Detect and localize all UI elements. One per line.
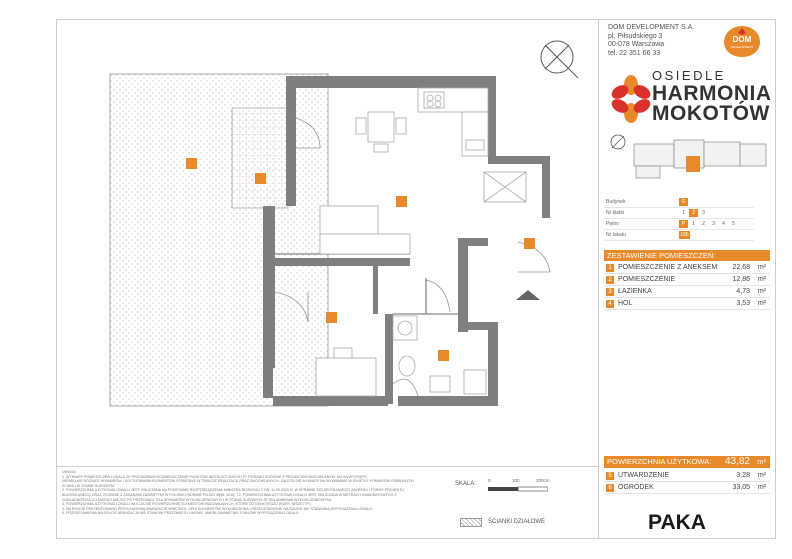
- brand-line-1: HARMONIA: [652, 82, 772, 105]
- company-name: DOM DEVELOPMENT S.A.: [608, 24, 695, 31]
- svg-text:DOM: DOM: [732, 35, 752, 44]
- brand-line-2: MOKOTÓW: [652, 102, 770, 125]
- tag-6: 6: [189, 138, 194, 145]
- company-info: [608, 24, 694, 58]
- usable-area-value: 43,82: [724, 456, 750, 467]
- dining-set: [356, 112, 406, 152]
- harmonia-rosette-logo: [610, 74, 652, 124]
- dom-development-logo: [722, 24, 762, 58]
- rooms-header: ZESTAWIENIE POMIESZCZEŃ:: [604, 250, 770, 261]
- tag-2: 2: [329, 292, 334, 299]
- extra-row-5: 5 UTWARDZENIE 3,28 m²: [604, 470, 770, 482]
- scale-bar: [488, 486, 548, 492]
- room-row-3: 3 ŁAZIENKA 4,73 m²: [604, 286, 770, 298]
- company-address-1: pl. Piłsudskiego 3: [608, 32, 663, 40]
- entrance-arrow-icon: [516, 290, 540, 300]
- brand-osiedle: OSIEDLE: [652, 68, 726, 83]
- room-row-4: 4 HOL 3,53 m²: [604, 298, 770, 310]
- building-key-plan: [606, 132, 772, 190]
- kitchen: [418, 88, 526, 202]
- tag-3: 3: [441, 330, 446, 337]
- furniture: [316, 206, 410, 396]
- compass-icon: [541, 41, 578, 78]
- paka-logo: [648, 510, 708, 532]
- row-klatka: Nr klatki 1 2 3: [604, 209, 754, 219]
- extra-row-6: 6 OGRÓDEK 33,05 m²: [604, 482, 770, 494]
- column-divider: [598, 19, 599, 539]
- legend-walls-label: ŚCIANKI DZIAŁOWE: [488, 519, 546, 525]
- row-lokal: Nr lokalu 186: [604, 231, 754, 241]
- tag-4: 4: [527, 218, 532, 225]
- scale-label: SKALA:: [455, 481, 477, 487]
- notes-divider: [57, 466, 598, 467]
- company-phone: tel. 22 351 66 33: [608, 49, 661, 57]
- tag-5: 5: [258, 153, 263, 160]
- partition-wall-swatch: [460, 518, 482, 527]
- room-row-1: 1 POMIESZCZENIE Z ANEKSEM 22,68 m²: [604, 262, 770, 274]
- svg-text:DEVELOPMENT: DEVELOPMENT: [730, 45, 754, 49]
- row-pietro: Piętro P 1 2 3 4 5: [604, 220, 754, 230]
- row-budynek: Budynek G: [604, 198, 754, 208]
- notes-title: UWAGA:: [62, 470, 77, 474]
- company-address-2: 00-078 Warszawa: [608, 41, 665, 48]
- room-row-2: 2 POMIESZCZENIE 12,86 m²: [604, 274, 770, 286]
- usable-area-label: POWIERZCHNIA UŻYTKOWA:: [607, 457, 712, 466]
- floor-plan: [58, 22, 598, 462]
- svg-text:PAKA: PAKA: [648, 511, 706, 532]
- tag-1: 1: [399, 176, 404, 183]
- budynek-value: G: [679, 198, 688, 206]
- notes-block: UWAGA: 1. WYMIARY POMIESZCZEŃ LOKALU ZE PRZYBORAMI ROZMIESZCZENIE PUNKTÓW INSTALACYJNYCH ITP. PODANO ZGODNIE Z PROJEKTEM BUDOWLANYM. MOGĄ WYSTĄPIĆ NIEWIELKIE RÓŻNICE WYMIARÓW I USYTUOWANIA ELEMENTÓW POWSTAŁE W TRAKCIE REALIZACJI PRAC BUDOWLANYCH. ZALECA SIĘ WYMIARY NA WYKANANIE W ŚWIETLE POMIARÓW POBRANYCH ZCIANLI W STANIE SUROWYM. 2. POWIERZCHNIA UŻYTKOWA LOKALU JEST OBLICZANA NA PODSTAWIE ROZPORZĄDZENIA MINISTRA ROZWOJU Z DN. 11.09.2020 R. W SPRAWIE SZCZEGÓŁOWEGO ZAKRESU I FORMY PROJEKTU BUDOWLANEGO ORAZ ZGODNIE Z ZASADAMI ZAWARTYMI W POLSKIEJ NORMIE PN-ISO 9836: 2015, T.2. POWIERZCHNIA UŻYTKOWA LOKALU JEST OBLICZANA W METRACH KWADRATOWYCH Z DOKŁADNOŚCIĄ DO DWÓCH MIEJSC PO PRZECINKU, DLA WYMIARÓW WYKOŃCZENIOWYCH W STANIE SUROWYM ZE SKŁADNIKAMI WYKOŃCZENIOWYMI. 3. POWIERZCHNIA UŻYTKOWA LOKALU WLICZA SIĘ POWIERZCHNIĘ ELEMENTÓW BUDOWLANYCH, KTÓRE DO DEMONTAŻU (RURY, NISZE ITP.). 4. NA RZUCIE PREZENTOWANO PRZYKŁADOWĄ ARANŻACJĘ WNĘTRZA. OPIS ELEMENTÓW WYKOŃCZENIA I PRZEDSTAWIONE NA RZUCIE NIE STANOWIĄ WYPOSAŻENIA LOKALU. 5. PRZEDSTAWIONA NA RZUCIE ARANŻACJA NIE STANOWI PRZEDMIOTU UMOWY. UMEBLOWANIE NIE STANOWI WYPOSAŻENIA LOKALU.: [62, 470, 448, 516]
- usable-area-bar: POWIERZCHNIA UŻYTKOWA: 43,82 m²: [604, 456, 770, 468]
